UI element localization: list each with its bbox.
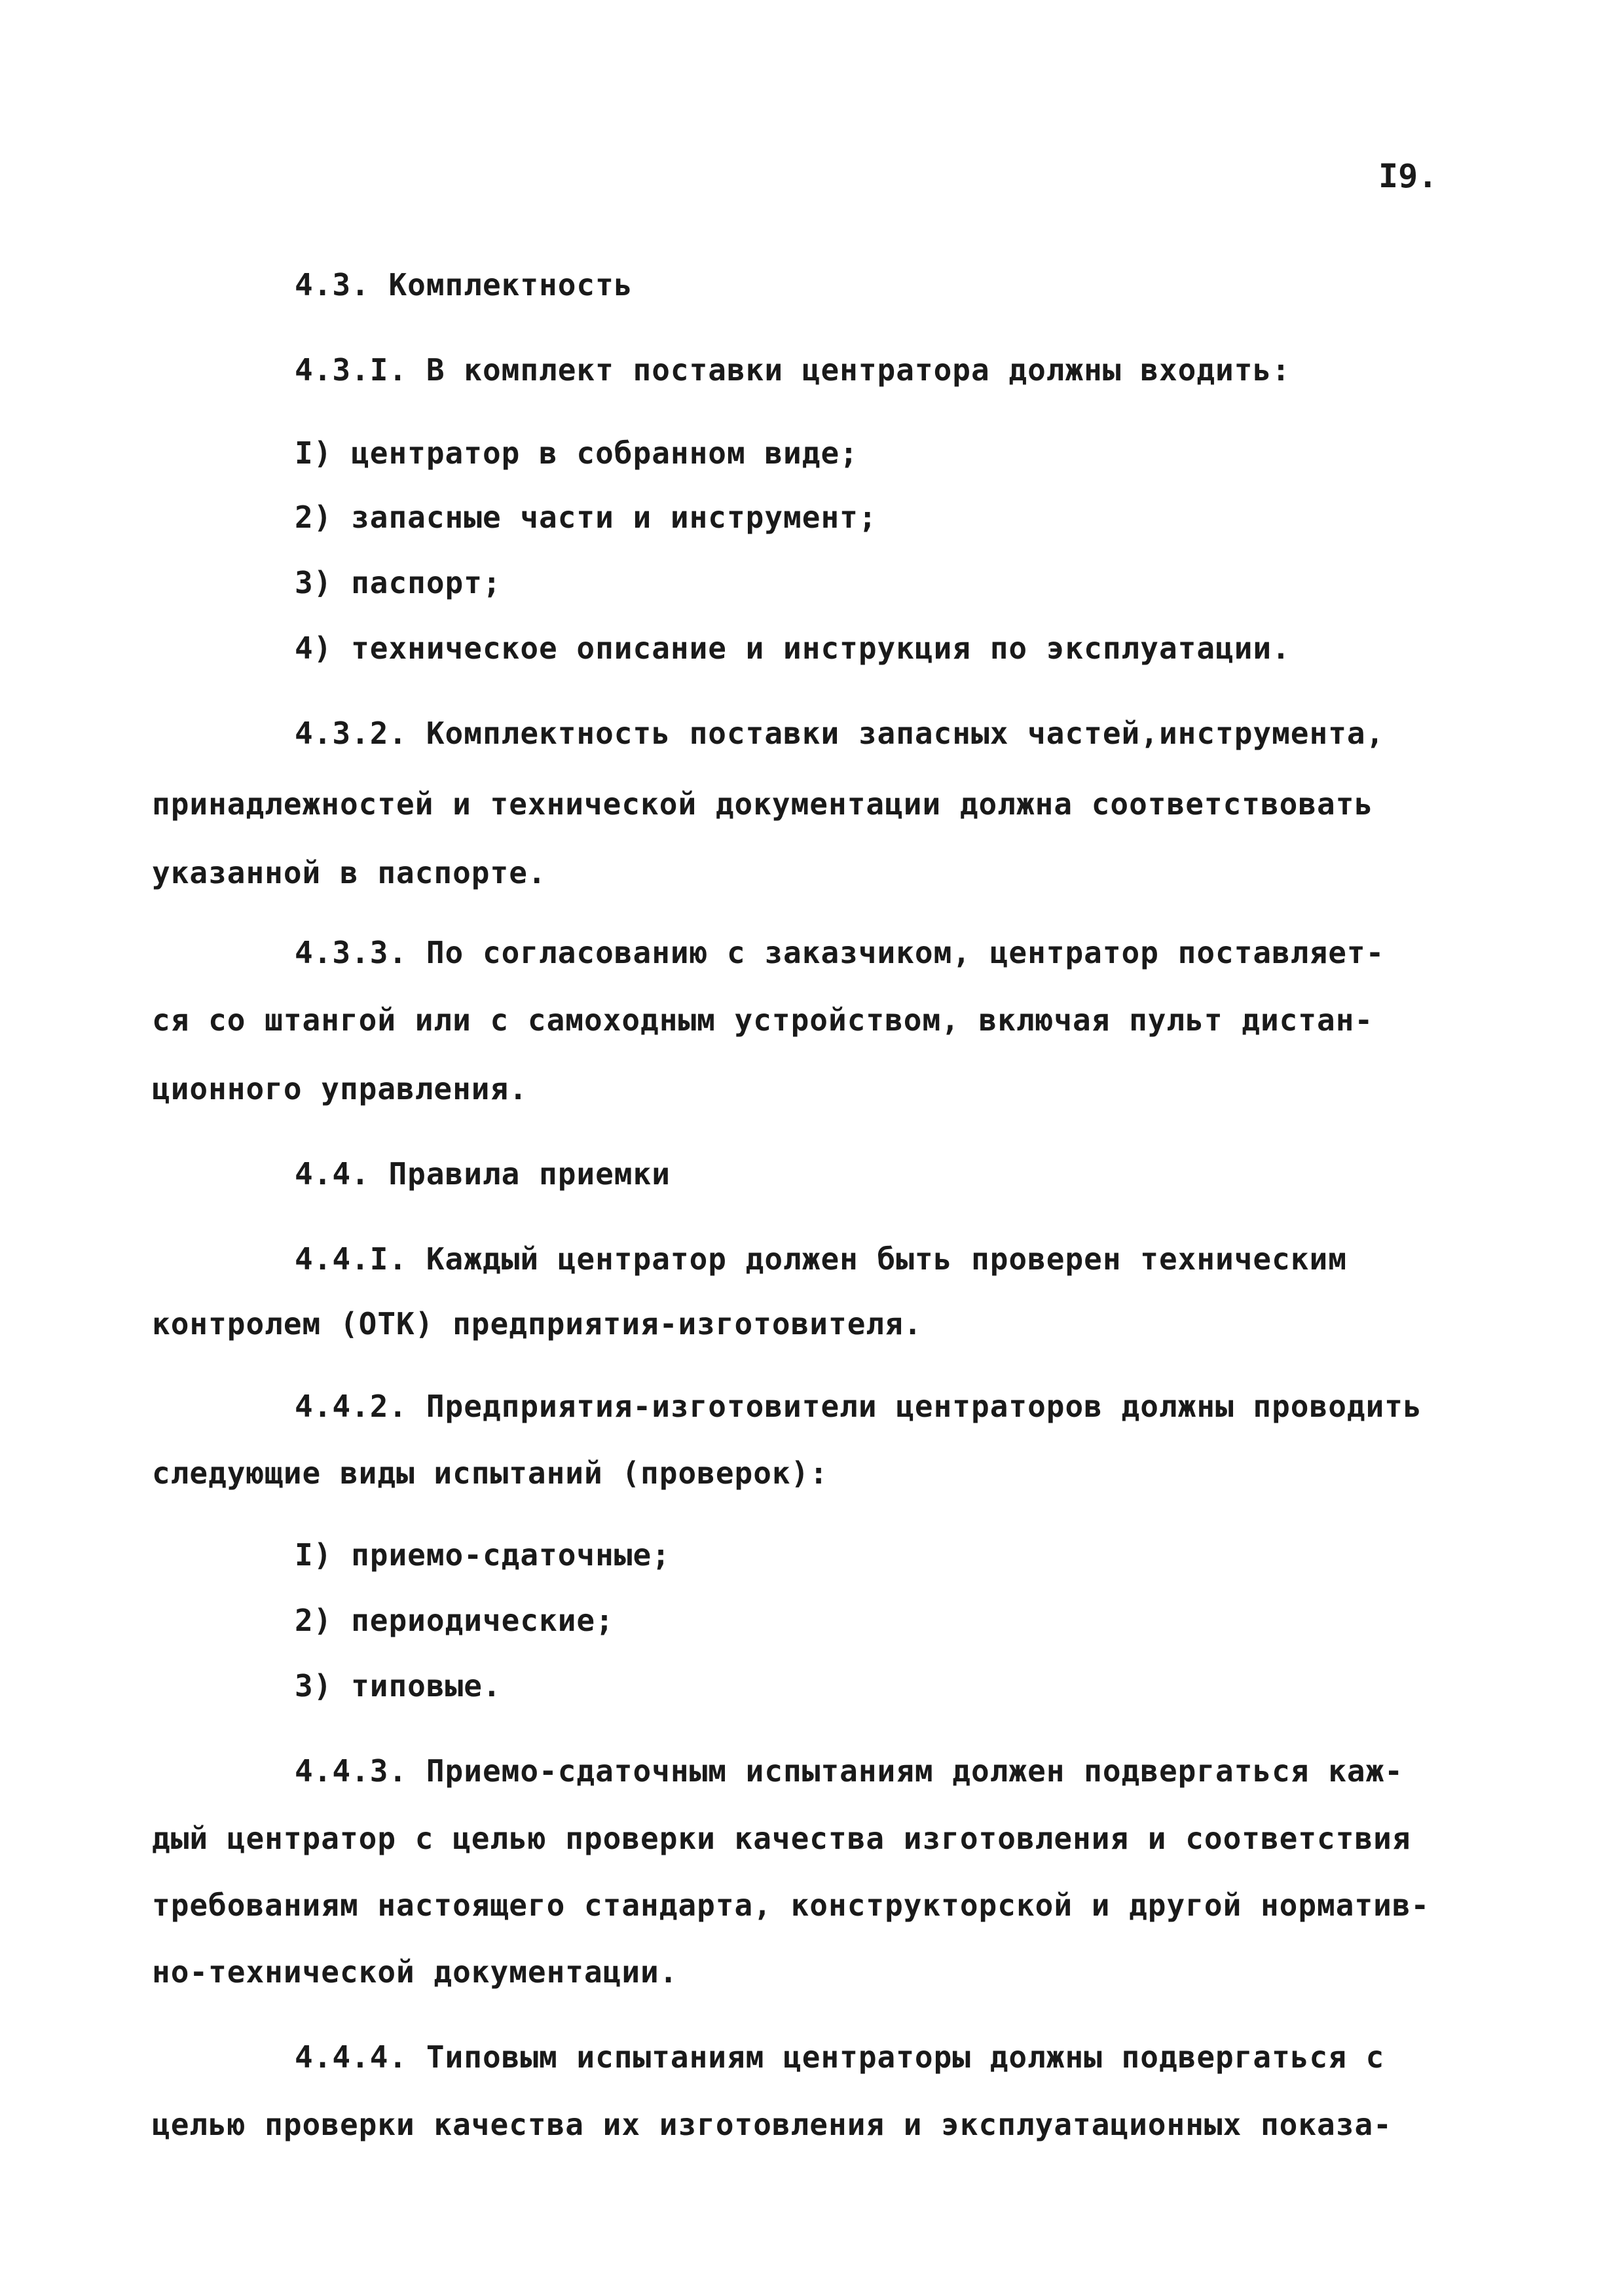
paragraph-line: 4.3.I. В комплект поставки центратора должны входить: [295, 352, 1291, 388]
paragraph-line: принадлежностей и технической документации должна соответствовать [152, 786, 1374, 822]
list-item: 2) периодические; [295, 1603, 614, 1638]
paragraph-line: 4.4.3. Приемо-сдаточным испытаниям должен подвергаться каж- [295, 1753, 1403, 1789]
paragraph-line: 4.4.I. Каждый центратор должен быть проверен техническим [295, 1241, 1347, 1277]
list-item: 3) паспорт; [295, 565, 502, 600]
paragraph-line: указанной в паспорте. [152, 855, 547, 890]
paragraph-line: следующие виды испытаний (проверок): [152, 1455, 828, 1491]
list-item: I) центратор в собранном виде; [295, 435, 858, 471]
list-item: 4) техническое описание и инструкция по эксплуатации. [295, 630, 1291, 666]
list-item: 3) типовые. [295, 1668, 502, 1704]
page-number: I9. [1378, 157, 1438, 195]
paragraph-line: дый центратор с целью проверки качества изготовления и соответствия [152, 1821, 1411, 1856]
section-heading-4-3: 4.3. Комплектность [295, 267, 633, 302]
paragraph-line: целью проверки качества их изготовления и эксплуатационных показа- [152, 2107, 1392, 2142]
list-item: 2) запасные части и инструмент; [295, 500, 877, 535]
list-item: I) приемо-сдаточные; [295, 1537, 671, 1573]
paragraph-line: 4.4.4. Типовым испытаниям центраторы должны подвергаться с [295, 2039, 1385, 2075]
paragraph-line: ционного управления. [152, 1071, 528, 1106]
paragraph-line: ся со штангой или с самоходным устройством, включая пульт дистан- [152, 1002, 1374, 1038]
paragraph-line: контролем (ОТК) предприятия-изготовителя. [152, 1306, 923, 1341]
paragraph-line: 4.4.2. Предприятия-изготовители центраторов должны проводить [295, 1389, 1422, 1424]
paragraph-line: требованиям настоящего стандарта, конструкторской и другой норматив- [152, 1887, 1430, 1923]
paragraph-line: 4.3.3. По согласованию с заказчиком, центратор поставляет- [295, 935, 1385, 970]
paragraph-line: но-технической документации. [152, 1954, 678, 1990]
section-heading-4-4: 4.4. Правила приемки [295, 1156, 671, 1192]
paragraph-line: 4.3.2. Комплектность поставки запасных частей,инструмента, [295, 716, 1385, 751]
